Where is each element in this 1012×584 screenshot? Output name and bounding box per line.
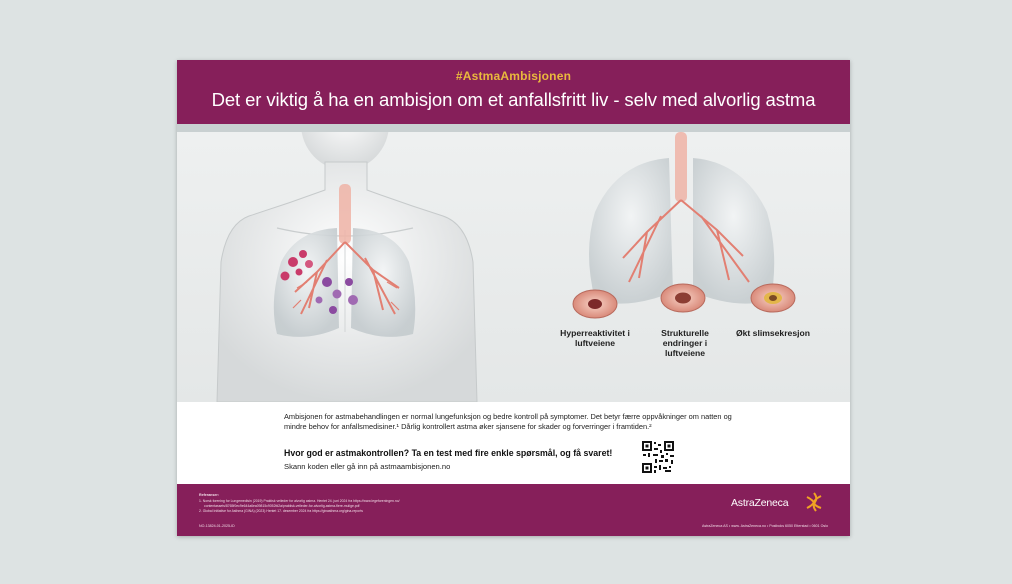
- footer-band: [177, 484, 850, 536]
- brand-name: AstraZeneca: [731, 497, 789, 509]
- qr-code-icon[interactable]: [641, 440, 675, 474]
- cta-scan-text: Skann koden eller gå inn på astmaambisjonen.no: [284, 462, 451, 471]
- astrazeneca-logo: [731, 492, 827, 512]
- reference-item: 1. Norsk forening for Lungemedisin (2019) Praktisk veileder for alvorlig astma. Hentet 24. juni 2024 fra https://www.legeforeningen.no/: [199, 499, 400, 503]
- info-body-text: Ambisjonen for astmabehandlingen er normal lungefunksjon og bedre kontroll på symptomer. Det betyr færre oppvåkninger om natten og mindre behov for anfallsmedisiner.¹ Dårlig kontrollert astma øker sjansene for skader og forverringer i framtiden.²: [284, 412, 732, 431]
- label-structural-changes: Strukturelle endringer i luftveiene: [661, 328, 709, 358]
- header-banner: [177, 60, 850, 124]
- header-divider: [177, 124, 850, 132]
- anatomy-graphic: [177, 132, 850, 402]
- info-panel: [177, 402, 850, 484]
- references-heading: Referanser:: [199, 493, 219, 497]
- airway-structural-changes: [661, 284, 705, 312]
- airway-mucus-secretion: [751, 284, 795, 312]
- label-hyperreactivity: Hyperreaktivitet i luftveiene: [560, 328, 630, 348]
- airway-hyperreactivity: [573, 290, 617, 318]
- headline: Det er viktig å ha en ambisjon om et anfallsfritt liv - selv med alvorlig astma: [211, 89, 816, 110]
- detail-lungs: [589, 132, 774, 304]
- anatomy-illustration: [177, 132, 850, 402]
- ad-poster: [177, 60, 850, 536]
- label-mucus-secretion: Økt slimsekresjon: [735, 328, 811, 338]
- contact-line: AstraZeneca AS • www. AstraZeneca.no • Postboks 6050 Etterstad • 0601 Oslo: [701, 524, 828, 528]
- reference-item: contentassets/8765f0ec9e644a6ea09815c9052fd2a/praktisk-veileder-for-alvorlig-astma-flere-mulige.pdf: [204, 504, 360, 508]
- document-code: NO-13824-01-2025-ID: [199, 524, 235, 528]
- astrazeneca-mark-icon: [803, 492, 825, 512]
- cta-question: Hvor god er astmakontrollen? Ta en test med fire enkle spørsmål, og få svaret!: [284, 448, 613, 458]
- torso-figure: [217, 132, 477, 402]
- hashtag: #AstmaAmbisjonen: [455, 69, 572, 83]
- reference-item: 2. Global Initiative for Asthma (GINA) (2023) Hentet 17. desember 2024 fra https://ginasthma.org/gina-reports: [199, 509, 363, 513]
